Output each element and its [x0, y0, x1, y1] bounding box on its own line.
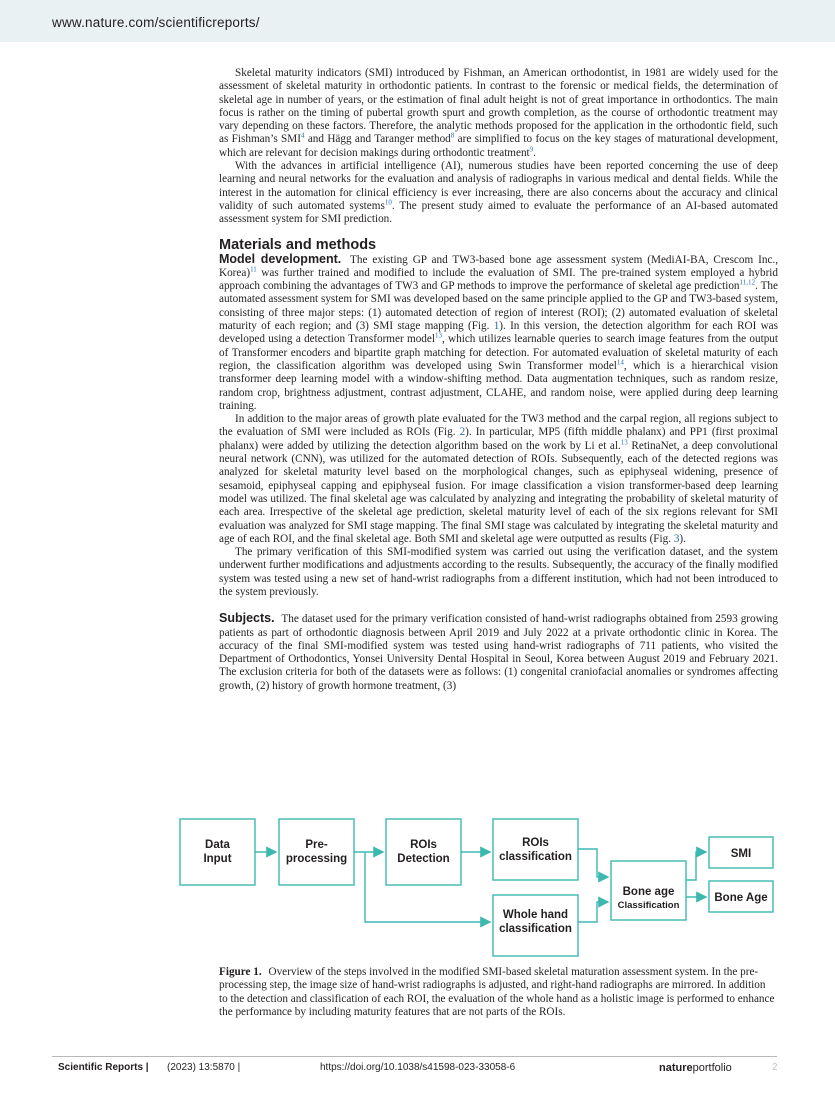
footer-citation: (2023) 13:5870 |: [167, 1062, 241, 1073]
citation-link[interactable]: 10: [384, 198, 392, 207]
subjects-paragraph: Subjects. The dataset used for the primary verification consisted of hand-wrist radiographs obtained from 2593 growing patients as part of orthodontic diagnosis between April 2019 and July 2022 at a private orthodontic clinic in Korea. The accuracy of the final SMI-modified system was tested using hand-wrist radiographs of 711 patients, who visited the Department of Orthodontics, Yonsei University Dental Hospital in Seoul, Korea between August 2019 and February 2021. The exclusion criteria for both of the datasets were as follows: (1) congenital craniofacial anomalies or syndromes affecting growth, (2) history of growth hormone treatment, (3): [219, 611, 778, 692]
figure-link[interactable]: 2: [459, 426, 466, 439]
arrow: [686, 852, 706, 880]
preprocessing-box: [279, 819, 354, 885]
figure-link[interactable]: 1: [493, 320, 500, 333]
box-label: Classification: [617, 900, 680, 911]
verification-paragraph: The primary verification of this SMI-modified system was carried out using the verification dataset, and the system underwent further modifications and adjustments according to the results. Subsequently, the accuracy of the finally modified system was tested using a new set of hand-wrist radiographs from a different institution, which had not been introduced to the system previously.: [219, 546, 778, 598]
data-input-box: [180, 819, 255, 885]
footer-divider: [52, 1056, 777, 1057]
box-label: ROIs: [410, 839, 437, 851]
box-label: ROIs: [522, 837, 549, 849]
citation-link[interactable]: 13: [434, 331, 442, 340]
article-body: [219, 67, 778, 693]
box-label: Bone age: [622, 886, 675, 898]
model-development-paragraph: Model development. The existing GP and TW3-based bone age assessment system (MediAI-BA, Crescom Inc., Korea)$^{11}$ was further trained and modified to include the evaluation of SMI. The pre-trained system employed a hybrid approach combining the advantages of TW3 and GP methods to improve the performance of skeletal age prediction$^{11,12}$. The automated assessment system for SMI was developed based on the same principle applied to the GP and TW3-based system, consisting of three major steps: (1) automated detection of region of interest (ROI); (2) automated evaluation of skeletal maturity of each region; and (3) SMI stage mapping (Fig. 1). In this version, the detection algorithm for each ROI was developed using a detection Transformer model$^{13}$, which utilizes learnable queries to search image features from the output of Transformer encoders and bipartite graph matching for detection. For automated evaluation of skeletal maturity of each region, the classification algorithm was developed using Swin Transformer model$^{14}$, which is a hierarchical vision transformer deep learning model with a window-shifting method. Data augmentation techniques, such as random resize, random crop, brightness adjustment, contrast adjustment, CLAHE, and random noise, were applied during deep learning training.: [219, 251, 778, 412]
site-url[interactable]: www.nature.com/scientificreports/: [52, 15, 260, 30]
figure-1-caption: [219, 966, 775, 1019]
citation-link[interactable]: 8: [450, 131, 455, 140]
caption-text: Overview of the steps involved in the modified SMI-based skeletal maturation assessment system. In the pre-processing step, the image size of hand-wrist radiographs is adjusted, and right-hand radiographs are mirrored. In addition to the detection and classification of each ROI, the evaluation of the whole hand as a holistic image is performed to enhance the performance by including maturity features that are not parts of the ROIs.: [219, 966, 775, 1018]
footer-journal: Scientific Reports |: [58, 1062, 149, 1073]
subsection-heading: Model development.: [219, 251, 342, 266]
subsection-heading: Subjects.: [219, 611, 275, 626]
box-label: processing: [285, 853, 348, 865]
citation-link[interactable]: 14: [616, 358, 624, 367]
box-label: classification: [499, 851, 572, 863]
box-label: Bone Age: [714, 892, 768, 904]
box-label: Input: [203, 853, 232, 865]
box-label: Whole hand: [502, 909, 569, 921]
figure-1-flowchart: [175, 812, 790, 962]
citation-link[interactable]: 13: [620, 437, 628, 446]
citation-link[interactable]: 11,12: [739, 278, 756, 287]
roi-paragraph: In addition to the major areas of growth plate evaluated for the TW3 method and the carpal region, all regions subject to the evaluation of SMI were included as ROIs (Fig. 2). In particular, MP5 (fifth middle phalanx) and PP1 (first proximal phalanx) were added by utilizing the detection algorithm based on the work by Li et al.$^{13}$ RetinaNet, a deep convolutional neural network (CNN), was utilized for the automated detection of ROIs. Subsequently, each of the detected regions was analyzed for skeletal maturity level based on the morphological changes, such as epiphyseal widening, presence of sesamoid, epiphyseal capping and epiphyseal fusion. For image classification a vision transformer-based deep learning model was utilized. The final skeletal age was calculated by analyzing and integrating the probability of skeletal maturity of each area. Irrespective of the skeletal age prediction, skeletal maturity level of each of the six regions relevant for SMI evaluation was analyzed for SMI stage mapping. The final SMI stage was calculated by integrating the skeletal maturity and age of each ROI, and the final skeletal age. Both SMI and skeletal age were outputted as results (Fig. 3).: [219, 413, 779, 545]
nature-portfolio-logo: natureportfolio: [659, 1062, 732, 1074]
rois-classification-box: [493, 819, 578, 880]
section-title: Materials and methods: [219, 236, 377, 253]
citation-link[interactable]: 9: [529, 145, 534, 154]
box-label: Data: [205, 839, 230, 851]
citation-link[interactable]: 4: [300, 131, 305, 140]
box-label: SMI: [730, 848, 752, 860]
caption-label: Figure 1.: [219, 966, 262, 978]
footer-doi-link[interactable]: https://doi.org/10.1038/s41598-023-33058-6: [320, 1062, 516, 1073]
header-bar: [0, 0, 835, 42]
citation-link[interactable]: 11: [250, 265, 257, 274]
figure-link[interactable]: 3: [673, 532, 680, 545]
box-label: Detection: [397, 853, 450, 865]
arrow: [578, 902, 608, 922]
box-label: Pre-: [305, 839, 328, 851]
intro-paragraph-1: Skeletal maturity indicators (SMI) introduced by Fishman, an American orthodontist, in 1981 are widely used for the assessment of skeletal maturity in orthodontic patients. In contrast to the forensic or medical fields, the determination of skeletal age in number of years, or the estimation of final adult height is not of great importance in orthodontics. The main focus is rather on the timing of pubertal growth spurt and growth completion, as the course of orthodontic treatment may vary depending on these factors. Therefore, the analytic methods proposed for the application in the orthodontic field, such as Fishman’s SMI$^4$ and Hägg and Taranger method$^8$ are simplified to focus on the key stages of maturational development, which are relevant for decision makings during orthodontic treatment$^9$.: [219, 67, 779, 159]
arrow: [578, 849, 608, 877]
page-number: 2: [772, 1062, 778, 1073]
rois-detection-box: [386, 819, 461, 885]
box-label: classification: [499, 923, 572, 935]
intro-paragraph-2: With the advances in artificial intelligence (AI), numerous studies have been reported concerning the use of deep learning and neural networks for the evaluation and analysis of radiographs in various medical and dental fields. While the interest in the automation for clinical efficiency is ever increasing, there are also concerns about the accuracy and clinical validity of such automated systems$^{10}$. The present study aimed to evaluate the performance of an AI-based automated assessment system for SMI prediction.: [219, 160, 778, 226]
